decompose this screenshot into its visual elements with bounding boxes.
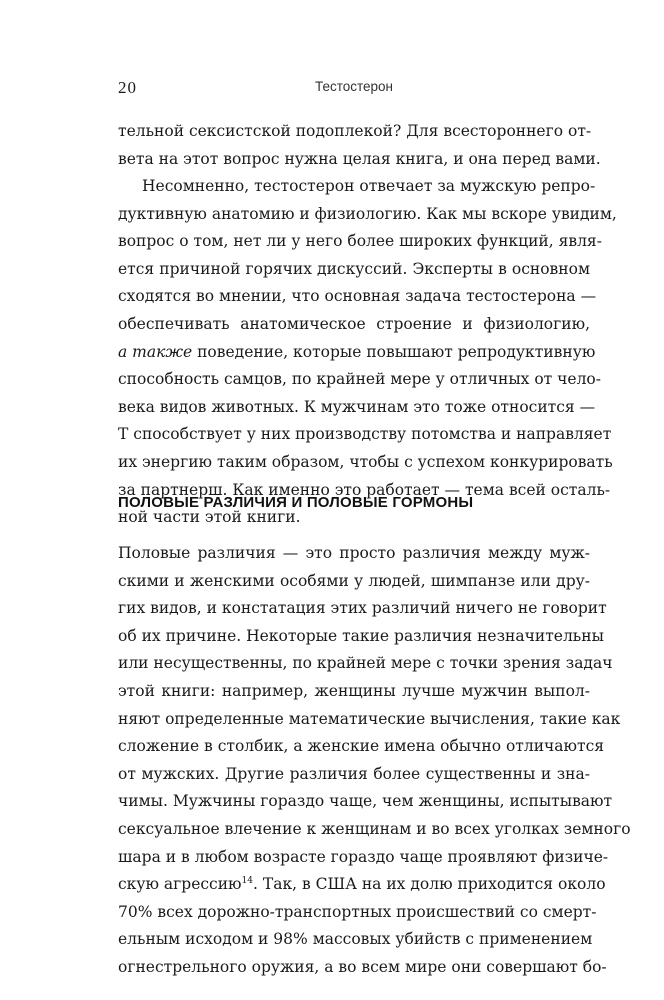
text-line: ельным исходом и 98% массовых убийств с применением	[118, 930, 593, 949]
text-line: Половые различия — это просто различия между муж-	[118, 544, 590, 562]
footnote-ref[interactable]: 14	[241, 875, 254, 886]
text-line: обеспечивать анатомическое строение и физиологию,	[118, 314, 590, 333]
text-line: няют определенные математические вычисления, такие как	[118, 709, 621, 728]
text-line	[118, 871, 606, 899]
text-line: этой книги: например, женщины лучше мужчин выпол-	[118, 681, 590, 700]
text-line: ной части этой книги.	[118, 508, 301, 527]
text-line: или несущественны, по крайней мере с точки зрения задач	[118, 654, 613, 673]
text-line: тельной сексистской подоплекой? Для всестороннего от-	[118, 122, 592, 140]
text-fragment: скую агрессию	[118, 875, 242, 894]
text-line: дуктивную анатомию и физиологию. Как мы вскоре увидим,	[118, 204, 617, 223]
text-fragment: . Так, в США на их долю приходится около	[253, 875, 606, 894]
text-line: сложение в столбик, а женские имена обычно отличаются	[118, 737, 605, 756]
text-line: 70% всех дорожно-транспортных происшествий со смерт-	[118, 902, 597, 921]
page-number: 20	[118, 78, 137, 97]
text-line: об их причине. Некоторые такие различия незначительны	[118, 626, 604, 645]
section-heading: ПОЛОВЫЕ РАЗЛИЧИЯ И ПОЛОВЫЕ ГОРМОНЫ	[118, 494, 474, 511]
text-line: вопрос о том, нет ли у него более широких функций, явля-	[118, 232, 602, 251]
text-line: от мужских. Другие различия более существенны и зна-	[118, 764, 590, 783]
text-line: огнестрельного оружия, а во всем мире они совершают бо-	[118, 957, 607, 976]
paragraph-1	[118, 118, 601, 173]
text-line: за партнерш. Как именно это работает — тема всей осталь-	[118, 480, 611, 499]
text-line: Несомненно, тестостерон отвечает за мужскую репро-	[142, 177, 596, 195]
text-line: Т способствует у них производству потомства и направляет	[118, 425, 612, 444]
text-line: скими и женскими особями у людей, шимпанзе или дру-	[118, 571, 590, 590]
text-line: века видов животных. К мужчинам это тоже относится —	[118, 397, 596, 416]
text-line: чимы. Мужчины гораздо чаще, чем женщины, испытывают	[118, 792, 613, 811]
text-line: сексуальное влечение к женщинам и во всех уголках земного	[118, 819, 631, 838]
italic-phrase: а также	[118, 342, 193, 361]
text-line	[118, 339, 596, 367]
text-line: ется причиной горячих дискуссий. Эксперты в основном	[118, 259, 590, 278]
text-line: гих видов, и констатация этих различий ничего не говорит	[118, 599, 607, 618]
paragraph-3	[118, 540, 631, 982]
text-line: их энергию таким образом, чтобы с успехом конкурировать	[118, 452, 613, 471]
text-fragment: поведение, которые повышают репродуктивную	[192, 342, 596, 361]
text-line: сходятся во мнении, что основная задача тестостерона —	[118, 287, 597, 306]
text-line: способность самцов, по крайней мере у отличных от чело-	[118, 370, 601, 389]
text-line: вета на этот вопрос нужна целая книга, и она перед вами.	[118, 149, 601, 168]
page-header	[118, 78, 590, 98]
running-title: Тестостерон	[314, 79, 394, 94]
text-line: шара и в любом возрасте гораздо чаще проявляют физиче-	[118, 847, 609, 866]
paragraph-2	[118, 173, 617, 532]
